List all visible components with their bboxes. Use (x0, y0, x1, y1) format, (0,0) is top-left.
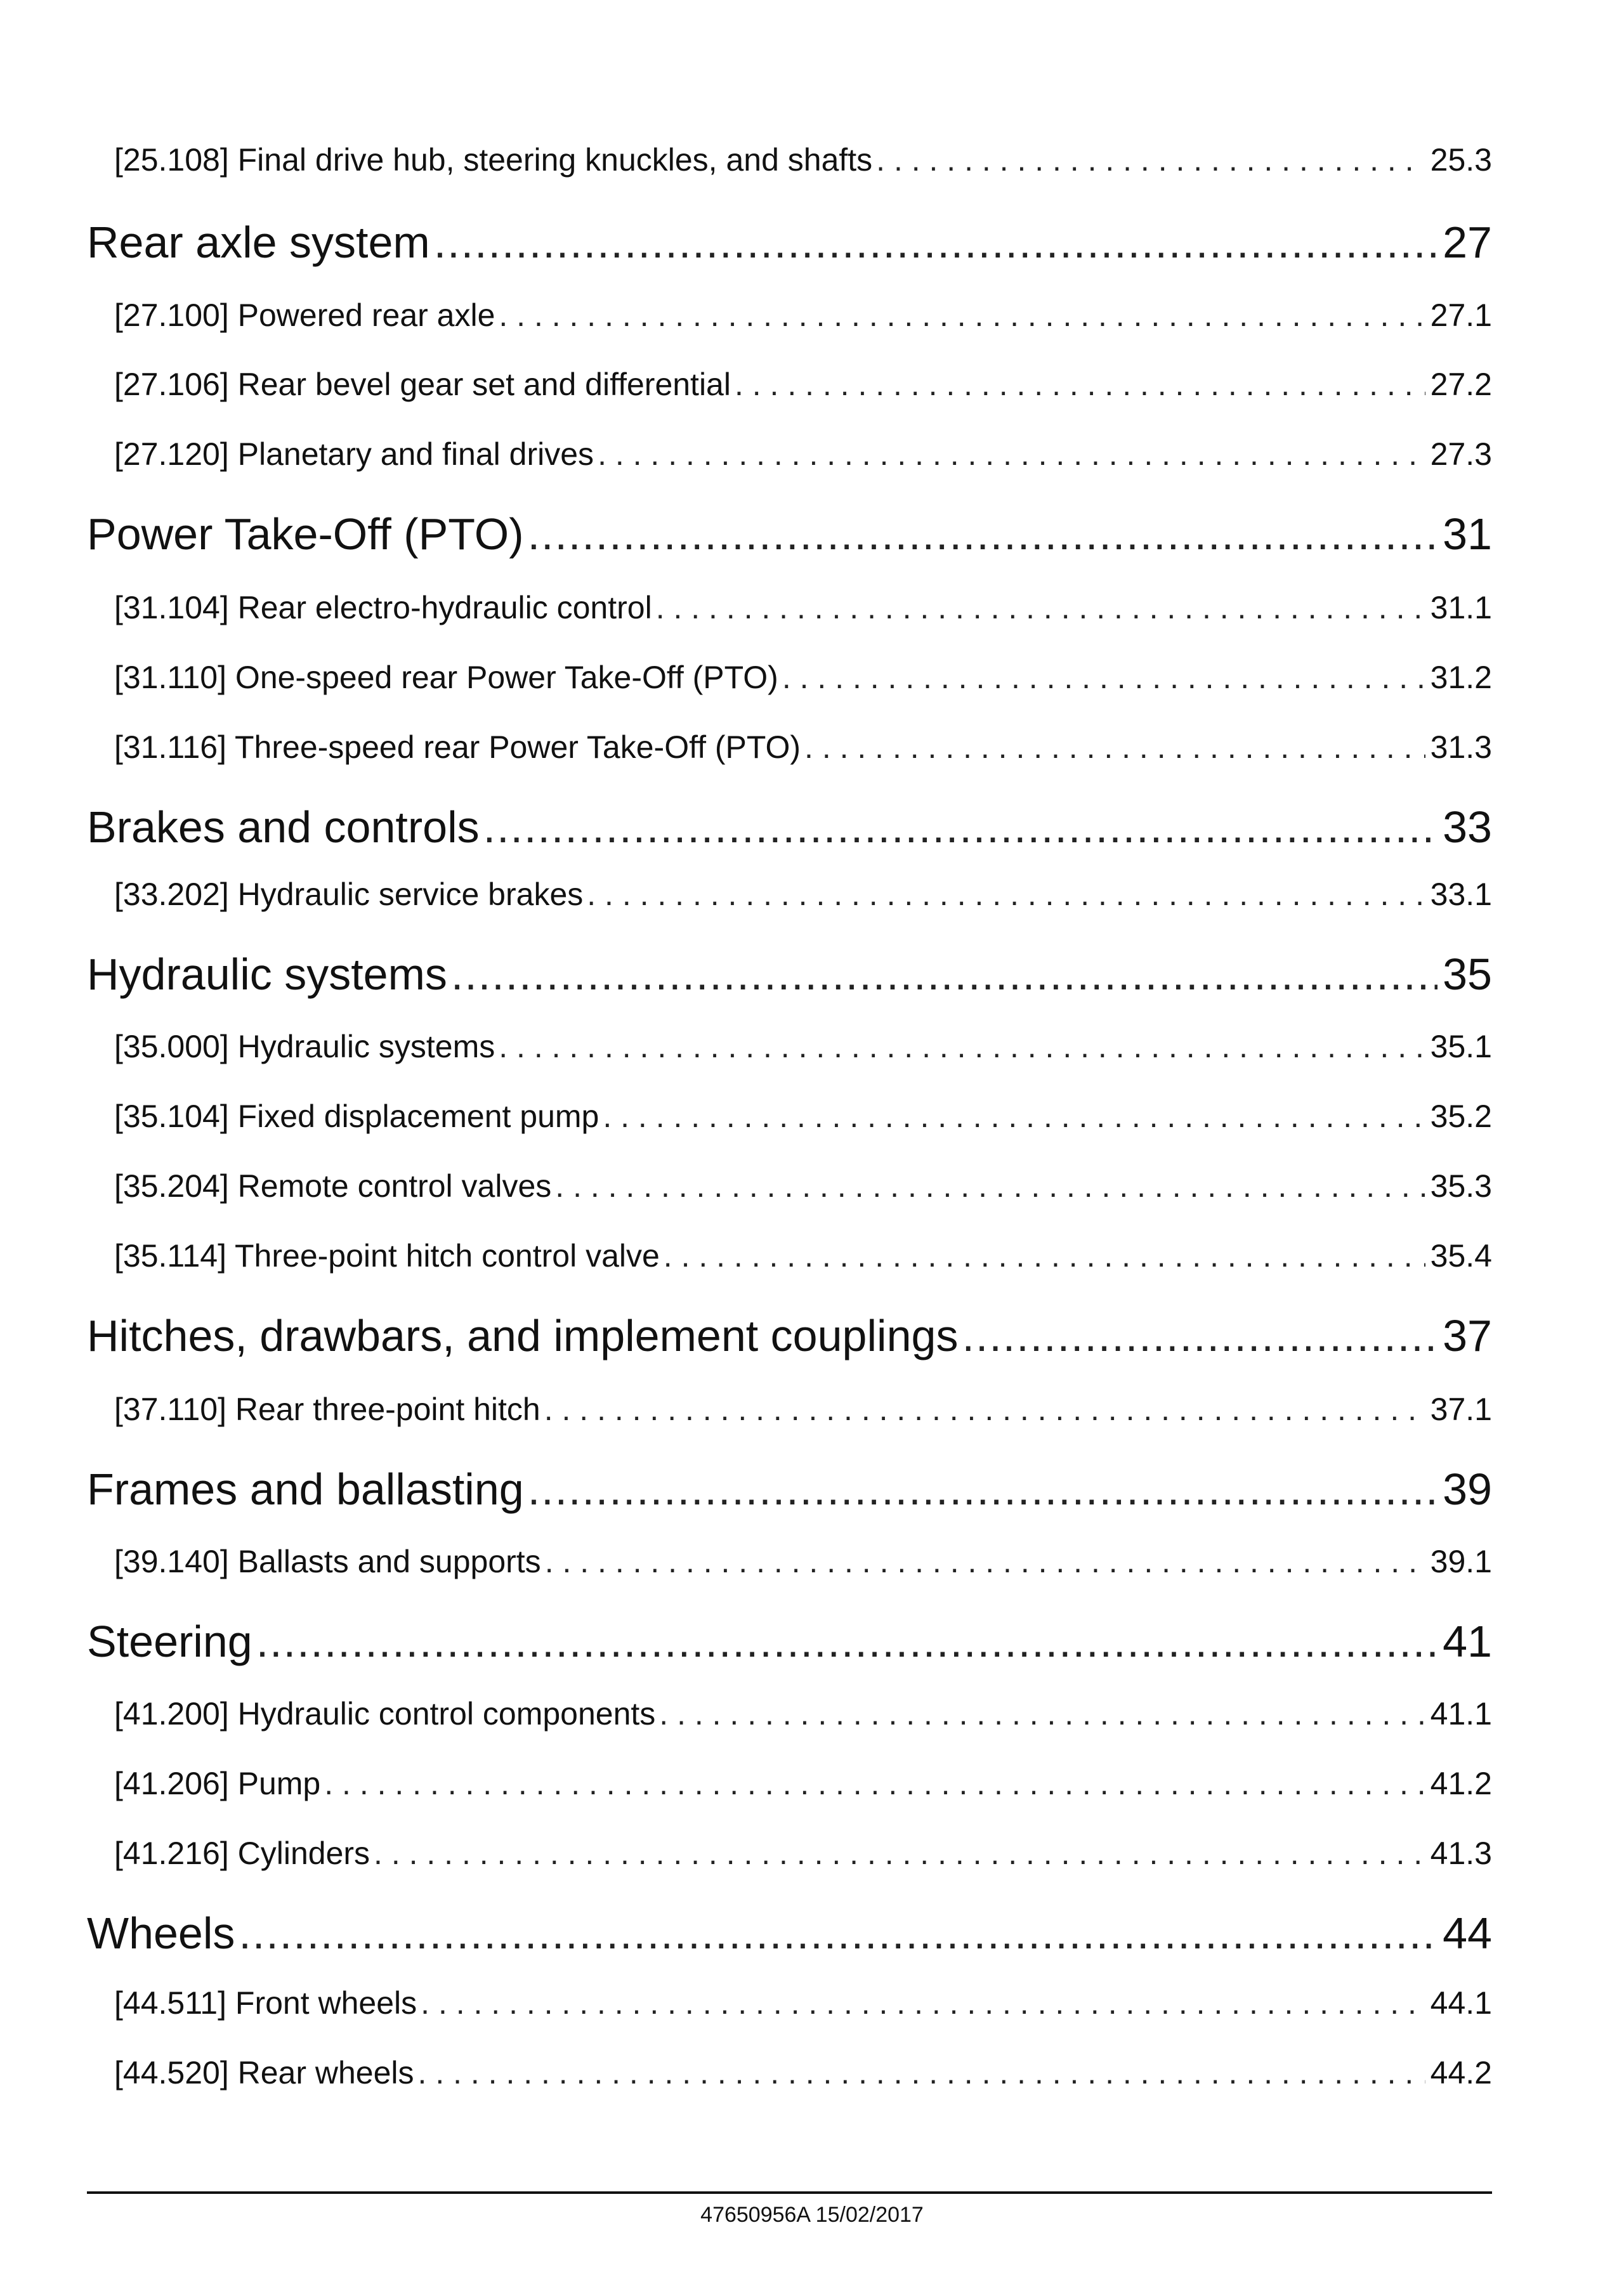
dot-leader (598, 435, 1425, 473)
dot-leader (735, 365, 1425, 403)
page-number: 27 (1443, 218, 1492, 267)
dot-leader (421, 1984, 1425, 2022)
page-number: 35.3 (1430, 1168, 1492, 1204)
entry-title (114, 589, 652, 627)
entry-title (114, 1764, 320, 1803)
entry-title (114, 1027, 495, 1066)
entry-title-text: Cylinders (237, 1836, 370, 1871)
toc-entry[interactable] (114, 1027, 1492, 1066)
entry-title (114, 1167, 551, 1205)
dot-leader (499, 1027, 1425, 1066)
toc-section-heading[interactable] (87, 216, 1492, 269)
section-title: Wheels (87, 1908, 235, 1958)
dot-leader (374, 1834, 1425, 1872)
page-number: 31 (1443, 509, 1492, 559)
page-number: 39.1 (1430, 1544, 1492, 1579)
entry-code: [35.104] (114, 1099, 229, 1134)
toc-entry[interactable] (114, 1695, 1492, 1733)
entry-title (114, 1695, 655, 1733)
toc-entry[interactable] (114, 589, 1492, 627)
toc-entry[interactable] (114, 365, 1492, 403)
entry-title-text: Front wheels (235, 1985, 417, 2021)
page-number: 31.2 (1430, 660, 1492, 695)
entry-title-text: Final drive hub, steering knuckles, and shafts (237, 142, 873, 178)
dot-leader (545, 1543, 1425, 1581)
entry-title-text: Hydraulic service brakes (237, 877, 584, 912)
entry-code: [44.520] (114, 2055, 229, 2091)
dot-leader (656, 589, 1425, 627)
page-number: 33.1 (1430, 877, 1492, 912)
dot-leader (603, 1097, 1425, 1135)
entry-code: [35.000] (114, 1029, 229, 1064)
entry-code: [39.140] (114, 1544, 229, 1579)
toc-section-heading[interactable] (87, 1463, 1492, 1516)
entry-title (114, 435, 594, 473)
page-number: 31.1 (1430, 590, 1492, 625)
dot-leader (962, 1309, 1437, 1362)
dot-leader (451, 948, 1437, 1001)
entry-code: [25.108] (114, 142, 229, 178)
dot-leader (804, 728, 1425, 766)
section-title: Steering (87, 1617, 252, 1666)
section-title: Hydraulic systems (87, 949, 447, 999)
page-number: 44.1 (1430, 1985, 1492, 2021)
page-number: 39 (1443, 1464, 1492, 1514)
page-number: 27.3 (1430, 436, 1492, 472)
entry-title-text: Three-point hitch control valve (235, 1238, 660, 1274)
section-title: Hitches, drawbars, and implement couplings (87, 1311, 959, 1360)
toc-entry[interactable] (114, 1834, 1492, 1872)
entry-title (114, 658, 778, 696)
entry-title (114, 141, 872, 179)
toc-section-heading[interactable] (87, 507, 1492, 561)
footer-document-code: 47650956A 15/02/2017 (700, 2203, 924, 2227)
page-number: 35 (1443, 949, 1492, 999)
footer-divider (87, 2191, 1492, 2194)
entry-code: [41.206] (114, 1766, 229, 1801)
entry-title-text: Ballasts and supports (237, 1544, 541, 1579)
entry-title (114, 365, 731, 403)
toc-entry[interactable] (114, 1984, 1492, 2022)
dot-leader (418, 2054, 1425, 2092)
entry-code: [44.511] (114, 1985, 227, 2021)
section-title: Rear axle system (87, 218, 430, 267)
toc-entry[interactable] (114, 2054, 1492, 2092)
dot-leader (528, 1463, 1437, 1516)
entry-code: [27.100] (114, 297, 229, 333)
page-number: 44.2 (1430, 2055, 1492, 2091)
page-number: 27.2 (1430, 367, 1492, 402)
entry-code: [35.114] (114, 1238, 227, 1274)
section-title: Frames and ballasting (87, 1464, 524, 1514)
page-number: 25.3 (1430, 142, 1492, 178)
entry-code: [33.202] (114, 877, 229, 912)
toc-entry[interactable] (114, 435, 1492, 473)
entry-code: [27.106] (114, 367, 229, 402)
entry-title (114, 875, 583, 913)
entry-code: [41.216] (114, 1836, 229, 1871)
dot-leader (544, 1390, 1425, 1428)
entry-title-text: Remote control valves (237, 1168, 552, 1204)
entry-title-text: Fixed displacement pump (237, 1099, 599, 1134)
entry-code: [27.120] (114, 436, 229, 472)
entry-title-text: Hydraulic control components (237, 1696, 656, 1732)
entry-code: [31.116] (114, 729, 227, 765)
page-number: 41.2 (1430, 1766, 1492, 1801)
toc-entry[interactable] (114, 296, 1492, 334)
dot-leader (528, 507, 1438, 561)
entry-title-text: Three-speed rear Power Take-Off (PTO) (235, 729, 801, 765)
entry-title (114, 1543, 541, 1581)
dot-leader (256, 1615, 1437, 1668)
toc-section-heading[interactable] (87, 1309, 1492, 1362)
toc-section-heading[interactable] (87, 1615, 1492, 1668)
page-number: 44 (1443, 1908, 1492, 1958)
page-number: 35.2 (1430, 1099, 1492, 1134)
toc-entry[interactable] (114, 1390, 1492, 1428)
toc-entry[interactable] (114, 658, 1492, 696)
toc-entry[interactable] (114, 1543, 1492, 1581)
toc-section-heading[interactable] (87, 1907, 1492, 1960)
entry-code: [41.200] (114, 1696, 229, 1732)
entry-title (114, 1390, 540, 1428)
page-number: 41.1 (1430, 1696, 1492, 1732)
page-number: 33 (1443, 802, 1492, 852)
dot-leader (239, 1907, 1437, 1960)
entry-code: [31.104] (114, 590, 229, 625)
toc-entry[interactable] (114, 875, 1492, 913)
dot-leader (782, 658, 1425, 696)
dot-leader (664, 1237, 1425, 1275)
dot-leader (659, 1695, 1425, 1733)
entry-title (114, 1097, 599, 1135)
entry-code: [37.110] (114, 1392, 227, 1427)
page-number: 35.1 (1430, 1029, 1492, 1064)
page-number: 31.3 (1430, 729, 1492, 765)
entry-title-text: Rear bevel gear set and differential (237, 367, 731, 402)
toc-section-heading[interactable] (87, 948, 1492, 1001)
toc-entry[interactable] (114, 728, 1492, 766)
page-number: 27.1 (1430, 297, 1492, 333)
section-title: Power Take-Off (PTO) (87, 509, 524, 559)
entry-title-text: Rear three-point hitch (235, 1392, 540, 1427)
toc-entry[interactable] (114, 141, 1492, 179)
entry-title-text: One-speed rear Power Take-Off (PTO) (235, 660, 778, 695)
entry-title (114, 1984, 417, 2022)
dot-leader (499, 296, 1425, 334)
entry-code: [35.204] (114, 1168, 229, 1204)
toc-entry[interactable] (114, 1764, 1492, 1803)
page-number: 41 (1443, 1617, 1492, 1666)
entry-title-text: Rear electro-hydraulic control (237, 590, 652, 625)
toc-section-heading[interactable] (87, 800, 1492, 854)
page-number: 37 (1443, 1311, 1492, 1360)
page-number: 41.3 (1430, 1836, 1492, 1871)
dot-leader (434, 216, 1437, 269)
page-number: 35.4 (1430, 1238, 1492, 1274)
dot-leader (587, 875, 1425, 913)
toc-entry[interactable] (114, 1097, 1492, 1135)
entry-title-text: Powered rear axle (237, 297, 495, 333)
entry-title (114, 728, 801, 766)
dot-leader (324, 1764, 1425, 1803)
entry-title (114, 296, 495, 334)
toc-entry[interactable] (114, 1167, 1492, 1205)
page-number: 37.1 (1430, 1392, 1492, 1427)
toc-entry[interactable] (114, 1237, 1492, 1275)
entry-title-text: Hydraulic systems (237, 1029, 495, 1064)
entry-code: [31.110] (114, 660, 227, 695)
dot-leader (555, 1167, 1425, 1205)
entry-title (114, 2054, 414, 2092)
dot-leader (876, 141, 1425, 179)
entry-title-text: Pump (237, 1766, 321, 1801)
entry-title-text: Rear wheels (237, 2055, 414, 2091)
dot-leader (483, 800, 1437, 854)
entry-title (114, 1237, 660, 1275)
entry-title-text: Planetary and final drives (237, 436, 594, 472)
entry-title (114, 1834, 370, 1872)
section-title: Brakes and controls (87, 802, 480, 852)
